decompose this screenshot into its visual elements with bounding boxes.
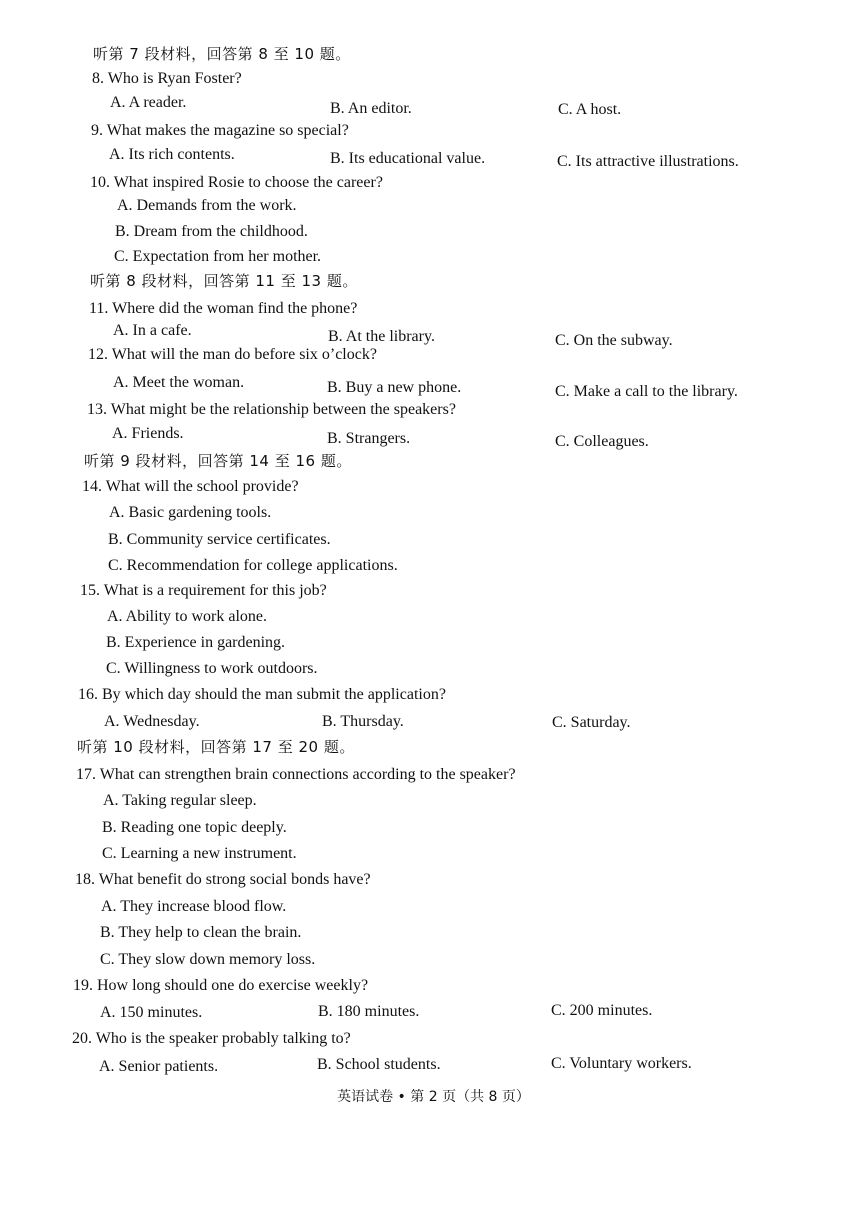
question-16: 16. By which day should the man submit the application? [78,686,446,703]
question-9: 9. What makes the magazine so special? [91,122,349,139]
q10-option-c: C. Expectation from her mother. [114,248,322,265]
question-18: 18. What benefit do strong social bonds have? [75,871,371,888]
q15-option-b: B. Experience in gardening. [106,634,286,651]
section-heading-7: 听第 7 段材料，回答第 8 至 10 题。 [93,45,351,63]
question-11: 11. Where did the woman find the phone? [89,300,358,317]
q16-option-c: C. Saturday. [552,714,631,731]
question-20: 20. Who is the speaker probably talking to? [72,1030,351,1047]
question-8: 8. Who is Ryan Foster? [92,70,242,87]
q13-option-a: A. Friends. [112,425,184,442]
question-10: 10. What inspired Rosie to choose the career? [90,174,383,191]
q20-option-a: A. Senior patients. [99,1058,219,1075]
question-12: 12. What will the man do before six o’clock? [88,346,377,363]
q16-option-a: A. Wednesday. [104,713,200,730]
q15-option-c: C. Willingness to work outdoors. [106,660,318,677]
question-15: 15. What is a requirement for this job? [80,582,327,599]
section-heading-8: 听第 8 段材料，回答第 11 至 13 题。 [90,272,358,290]
q17-option-c: C. Learning a new instrument. [102,845,297,862]
q19-option-b: B. 180 minutes. [318,1003,420,1020]
q8-option-b: B. An editor. [330,100,412,117]
q19-option-c: C. 200 minutes. [551,1002,653,1019]
q13-option-b: B. Strangers. [327,430,411,447]
q9-option-c: C. Its attractive illustrations. [557,153,739,170]
question-17: 17. What can strengthen brain connections according to the speaker? [76,766,516,783]
q8-option-a: A. A reader. [110,94,187,111]
q13-option-c: C. Colleagues. [555,433,649,450]
section-heading-9: 听第 9 段材料，回答第 14 至 16 题。 [84,452,352,470]
q12-option-a: A. Meet the woman. [113,374,245,391]
q18-option-a: A. They increase blood flow. [101,898,287,915]
q18-option-c: C. They slow down memory loss. [100,951,316,968]
q10-option-a: A. Demands from the work. [117,197,297,214]
q11-option-a: A. In a cafe. [113,322,192,339]
q14-option-a: A. Basic gardening tools. [109,504,272,521]
question-13: 13. What might be the relationship between the speakers? [87,401,456,418]
q16-option-b: B. Thursday. [322,713,404,730]
page-footer: 英语试卷 • 第 2 页（共 8 页） [337,1089,530,1105]
question-19: 19. How long should one do exercise weekly? [73,977,369,994]
q15-option-a: A. Ability to work alone. [107,608,267,625]
q14-option-b: B. Community service certificates. [108,531,331,548]
q18-option-b: B. They help to clean the brain. [100,924,302,941]
q11-option-c: C. On the subway. [555,332,673,349]
q8-option-c: C. A host. [558,101,622,118]
question-14: 14. What will the school provide? [82,478,299,495]
q9-option-a: A. Its rich contents. [109,146,235,163]
q20-option-b: B. School students. [317,1056,441,1073]
q11-option-b: B. At the library. [328,328,435,345]
q12-option-b: B. Buy a new phone. [327,379,462,396]
q14-option-c: C. Recommendation for college applications. [108,557,398,574]
q12-option-c: C. Make a call to the library. [555,383,738,400]
q20-option-c: C. Voluntary workers. [551,1055,692,1072]
q17-option-a: A. Taking regular sleep. [103,792,257,809]
q9-option-b: B. Its educational value. [330,150,486,167]
q19-option-a: A. 150 minutes. [100,1004,203,1021]
section-heading-10: 听第 10 段材料，回答第 17 至 20 题。 [77,738,355,756]
q10-option-b: B. Dream from the childhood. [115,223,308,240]
q17-option-b: B. Reading one topic deeply. [102,819,287,836]
